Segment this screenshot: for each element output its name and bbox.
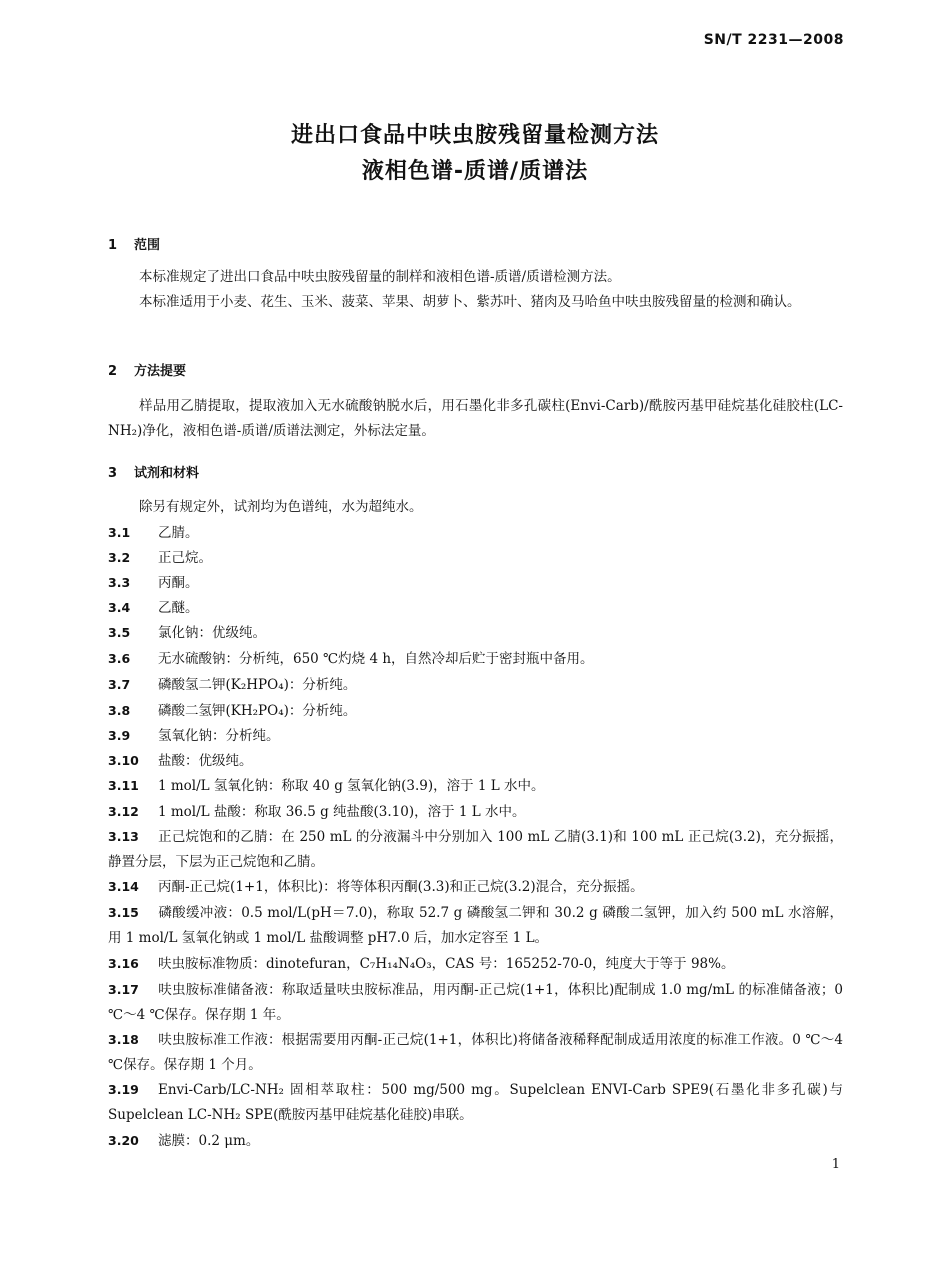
section-1-paragraph-1: 本标准规定了进出口食品中呋虫胺残留量的制样和液相色谱-质谱/质谱检测方法。 <box>139 269 621 285</box>
reagent-item <box>108 723 843 749</box>
item-number: 3.13 <box>108 829 139 844</box>
reagent-item <box>108 748 843 774</box>
document-title-line2: 液相色谱-质谱/质谱法 <box>361 159 589 184</box>
item-number: 3.15 <box>108 905 139 920</box>
item-number: 3.14 <box>108 879 139 894</box>
reagent-item <box>108 620 843 646</box>
item-text: Envi-Carb/LC-NH₂ 固相萃取柱：500 mg/500 mg。Supelclean ENVI-Carb SPE9(石墨化非多孔碳)与 Supelclean LC-NH₂ SPE(酰胺丙基甲硅烷基化硅胶)串联。 <box>108 1082 843 1123</box>
reagent-item <box>108 570 843 596</box>
section-number: 1 <box>108 238 118 253</box>
item-number: 3.6 <box>108 651 131 666</box>
section-1-paragraph-2: 本标准适用于小麦、花生、玉米、菠菜、苹果、胡萝卜、紫苏叶、猪肉及马哈鱼中呋虫胺残留量的检测和确认。 <box>139 294 801 310</box>
reagent-item <box>108 698 843 724</box>
reagent-item <box>108 1077 843 1128</box>
item-text: 呋虫胺标准工作液：根据需要用丙酮-正己烷(1+1，体积比)将储备液稀释配制成适用浓度的标准工作液。0 ℃～4 ℃保存。保存期 1 个月。 <box>108 1032 843 1073</box>
item-text: 正己烷。 <box>158 550 212 566</box>
reagent-item <box>108 520 843 546</box>
section-2-paragraph: 样品用乙腈提取，提取液加入无水硫酸钠脱水后，用石墨化非多孔碳柱(Envi-Carb)/酰胺丙基甲硅烷基化硅胶柱(LC-NH₂)净化，液相色谱-质谱/质谱法测定，外标法定量。 <box>108 398 843 439</box>
item-number: 3.19 <box>108 1082 139 1097</box>
item-text: 磷酸缓冲液：0.5 mol/L(pH＝7.0)，称取 52.7 g 磷酸氢二钾和 30.2 g 磷酸二氢钾，加入约 500 mL 水溶解，用 1 mol/L 氢氧化钠或 1 mol/L 盐酸调整 pH7.0 后，加水定容至 1 L。 <box>108 905 843 946</box>
reagent-item <box>108 545 843 571</box>
item-number: 3.9 <box>108 728 131 743</box>
section-number: 2 <box>108 364 118 379</box>
item-text: 1 mol/L 盐酸：称取 36.5 g 纯盐酸(3.10)，溶于 1 L 水中。 <box>158 804 526 820</box>
reagent-item <box>108 951 843 977</box>
item-number: 3.20 <box>108 1133 139 1148</box>
item-number: 3.17 <box>108 982 139 997</box>
reagent-item <box>108 824 843 875</box>
item-text: 氯化钠：优级纯。 <box>158 625 266 641</box>
item-number: 3.16 <box>108 956 139 971</box>
section-number: 3 <box>108 466 118 481</box>
section-title: 范围 <box>134 238 161 253</box>
reagent-item <box>108 900 843 951</box>
reagent-item <box>108 1128 843 1154</box>
item-number: 3.3 <box>108 575 131 590</box>
item-text: 盐酸：优级纯。 <box>158 753 253 769</box>
section-title: 试剂和材料 <box>134 466 200 481</box>
item-number: 3.4 <box>108 600 131 615</box>
reagent-item <box>108 595 843 621</box>
item-number: 3.18 <box>108 1032 139 1047</box>
item-text: 1 mol/L 氢氧化钠：称取 40 g 氢氧化钠(3.9)，溶于 1 L 水中。 <box>158 778 545 794</box>
item-number: 3.11 <box>108 778 139 793</box>
reagent-item <box>108 773 843 799</box>
section-3-intro: 除另有规定外，试剂均为色谱纯，水为超纯水。 <box>139 499 423 515</box>
reagent-item <box>108 977 843 1028</box>
item-text: 乙腈。 <box>158 525 199 541</box>
standard-code: SN/T 2231—2008 <box>703 32 844 48</box>
item-number: 3.5 <box>108 625 131 640</box>
item-text: 滤膜：0.2 μm。 <box>158 1133 260 1149</box>
item-number: 3.12 <box>108 804 139 819</box>
item-text: 正己烷饱和的乙腈：在 250 mL 的分液漏斗中分别加入 100 mL 乙腈(3.1)和 100 mL 正己烷(3.2)，充分振摇，静置分层，下层为正己烷饱和乙腈。 <box>108 829 843 870</box>
item-text: 磷酸氢二钾(K₂HPO₄)：分析纯。 <box>158 677 357 693</box>
item-text: 呋虫胺标准储备液：称取适量呋虫胺标准品，用丙酮-正己烷(1+1，体积比)配制成 1.0 mg/mL 的标准储备液；0 ℃～4 ℃保存。保存期 1 年。 <box>108 982 843 1023</box>
section-1-heading <box>108 234 160 253</box>
item-number: 3.1 <box>108 525 131 540</box>
item-number: 3.7 <box>108 677 131 692</box>
item-text: 磷酸二氢钾(KH₂PO₄)：分析纯。 <box>158 703 357 719</box>
item-number: 3.2 <box>108 550 131 565</box>
item-number: 3.8 <box>108 703 131 718</box>
reagent-item <box>108 672 843 698</box>
item-text: 无水硫酸钠：分析纯，650 ℃灼烧 4 h，自然冷却后贮于密封瓶中备用。 <box>158 651 594 667</box>
reagent-item <box>108 1027 843 1078</box>
section-2-heading <box>108 360 186 379</box>
item-text: 氢氧化钠：分析纯。 <box>158 728 280 744</box>
section-title: 方法提要 <box>134 364 187 379</box>
reagent-item <box>108 799 843 825</box>
item-number: 3.10 <box>108 753 139 768</box>
document-title-line1: 进出口食品中呋虫胺残留量检测方法 <box>290 123 659 148</box>
item-text: 乙醚。 <box>158 600 199 616</box>
item-text: 丙酮-正己烷(1+1，体积比)：将等体积丙酮(3.3)和正己烷(3.2)混合，充分振摇。 <box>158 879 644 895</box>
reagent-item <box>108 874 843 900</box>
page-number: 1 <box>831 1157 840 1172</box>
section-3-heading <box>108 462 199 481</box>
item-text: 丙酮。 <box>158 575 199 591</box>
item-text: 呋虫胺标准物质：dinotefuran，C₇H₁₄N₄O₃，CAS 号：165252-70-0，纯度大于等于 98%。 <box>158 956 735 972</box>
reagent-item <box>108 646 843 672</box>
